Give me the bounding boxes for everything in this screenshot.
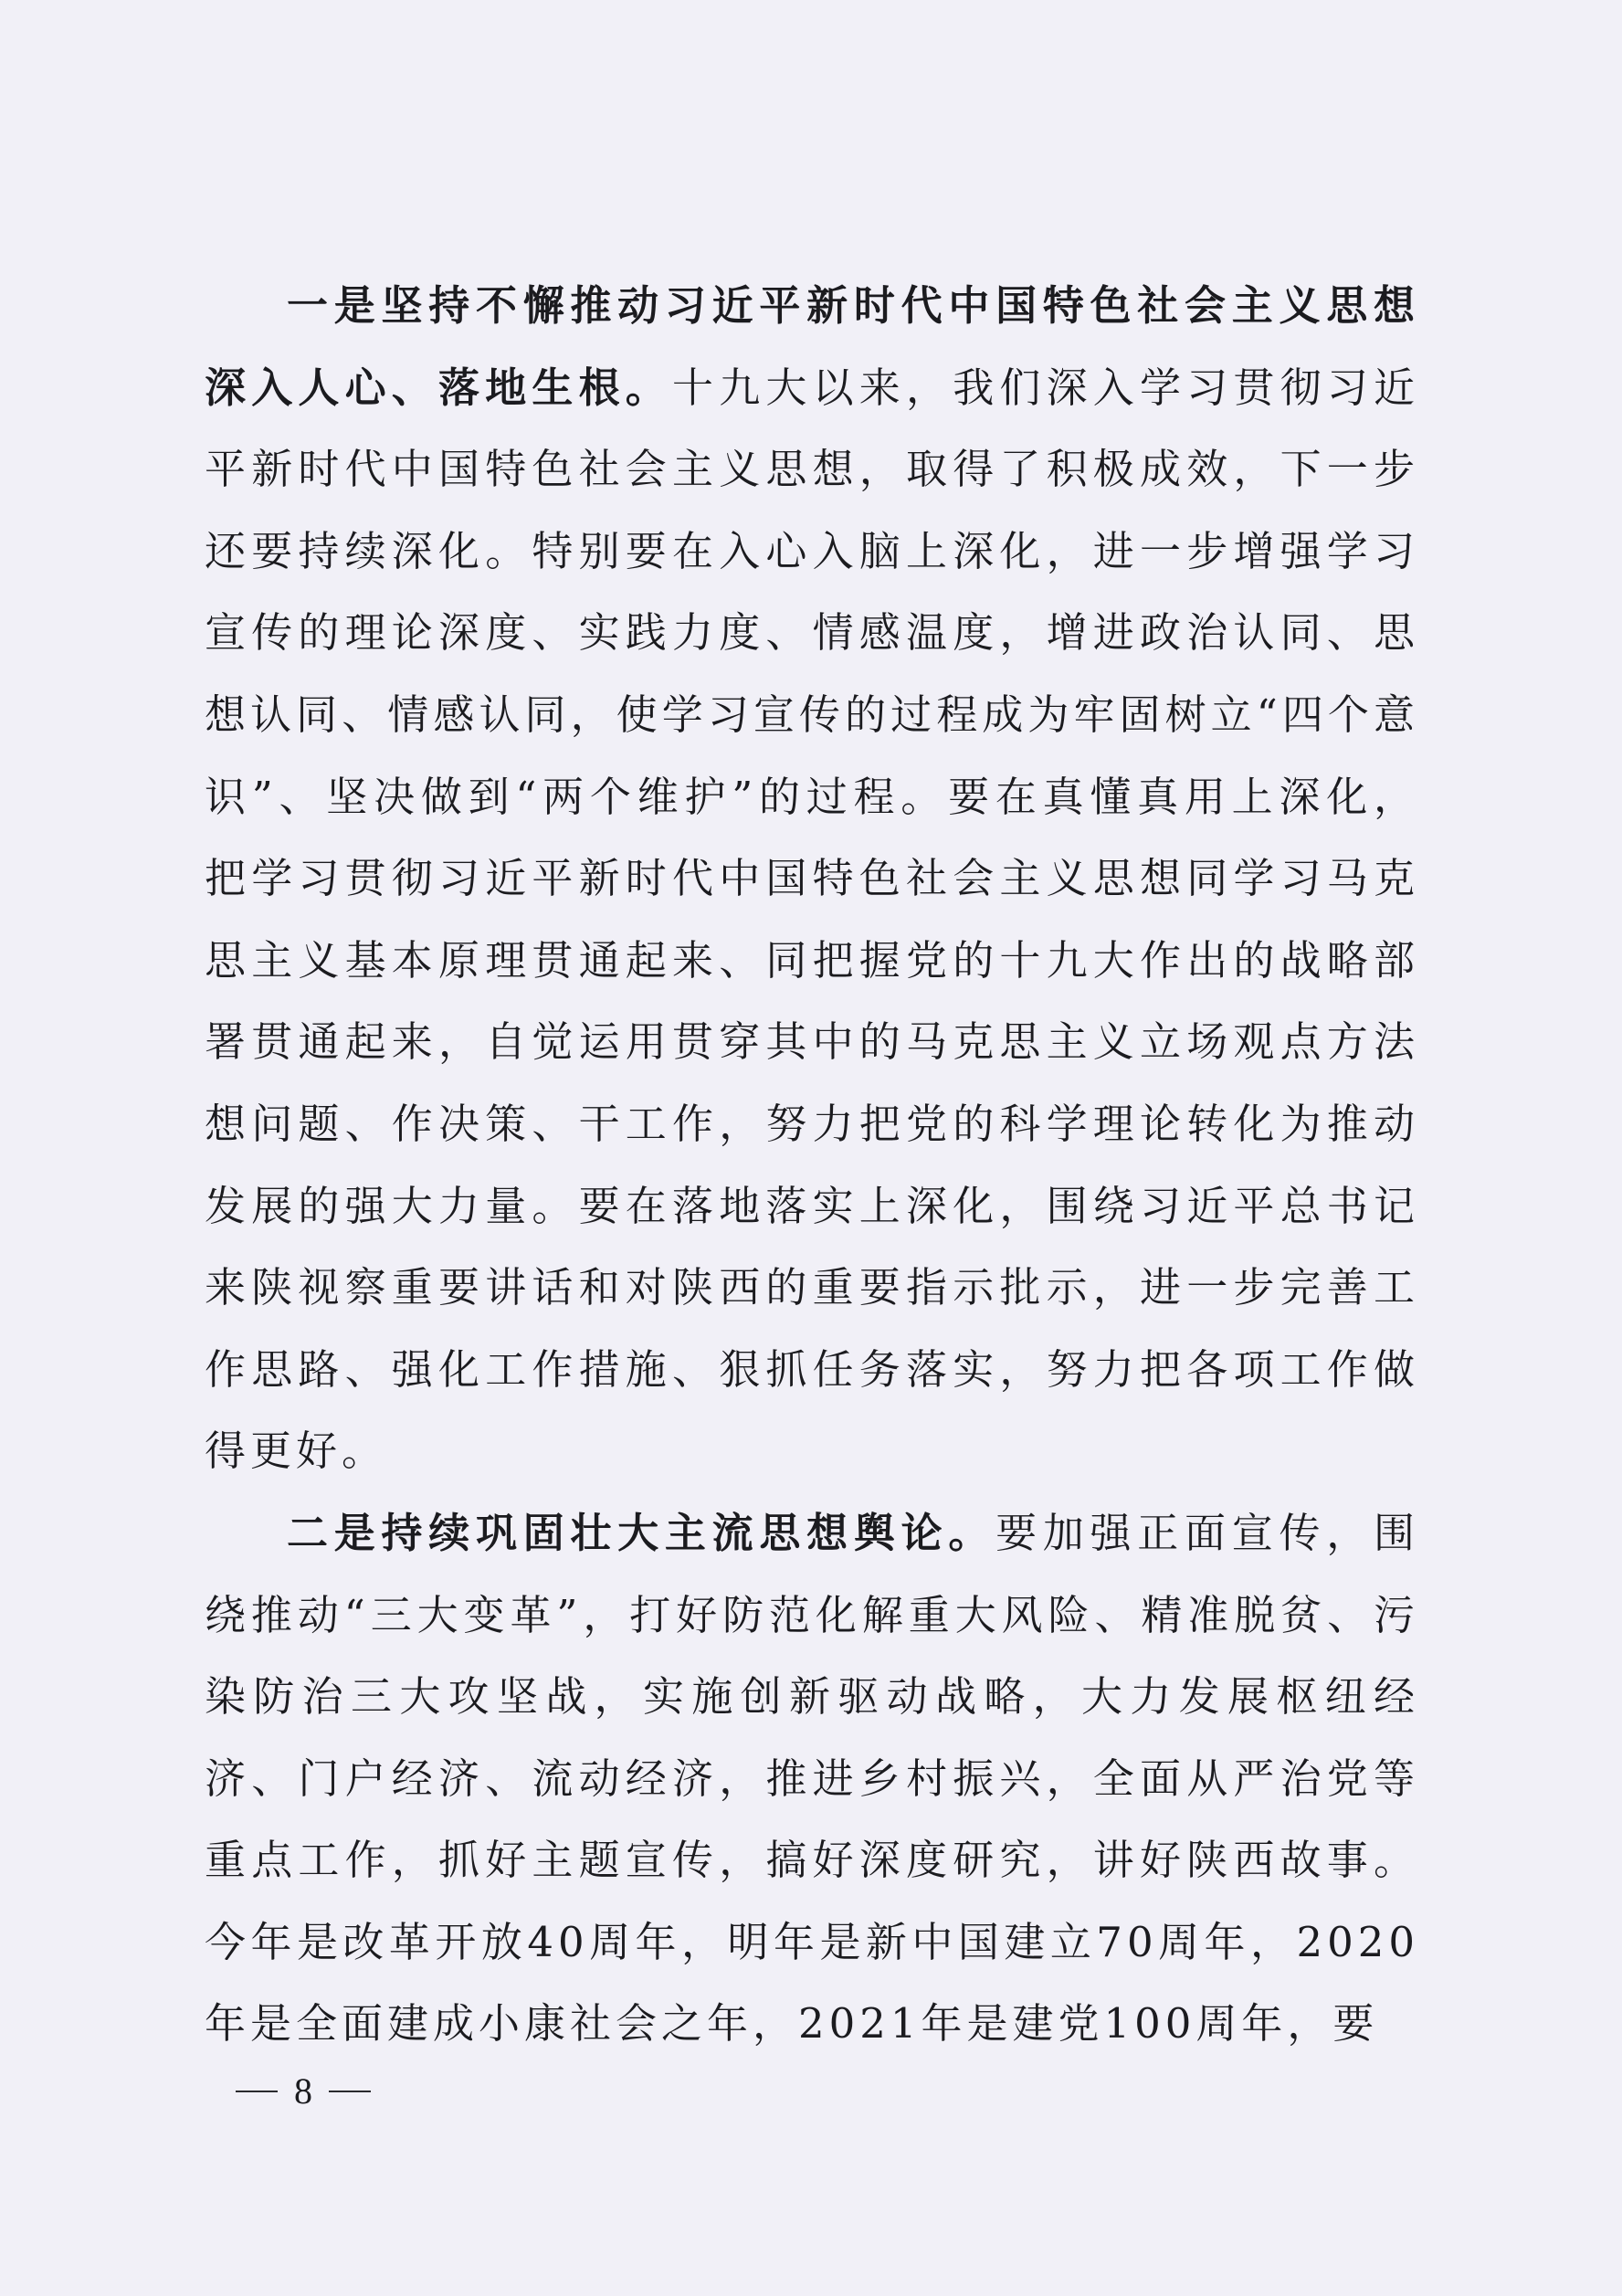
paragraph-1-body: 十九大以来，我们深入学习贯彻习近平新时代中国特色社会主义思想，取得了积极成效，下一步还要持续深化。特别要在入心入脑上深化，进一步增强学习宣传的理论深度、实践力度、情感温度，增进政治认同、思想认同、情感认同，使学习宣传的过程成为牢固树立“四个意识”、坚决做到“两个维护”的过程。要在真懂真用上深化，把学习贯彻习近平新时代中国特色社会主义思想同学习马克思主义基本原理贯通起来、同把握党的十九大作出的战略部署贯通起来，自觉运用贯穿其中的马克思主义立场观点方法想问题、作决策、干工作，努力把党的科学理论转化为推动发展的强大力量。要在落地落实上深化，围绕习近平总书记来陕视察重要讲话和对陕西的重要指示批示，进一步完善工作思路、强化工作措施、狠抓任务落实，努力把各项工作做得更好。 (205, 363, 1419, 1476)
footer-dash-left (236, 2091, 278, 2092)
paragraph-2-body: 要加强正面宣传，围绕推动“三大变革”，打好防范化解重大风险、精准脱贫、污染防治三大攻坚战，实施创新驱动战略，大力发展枢纽经济、门户经济、流动经济，推进乡村振兴，全面从严治党等重点工作，抓好主题宣传，搞好深度研究，讲好陕西故事。今年是改革开放40周年，明年是新中国建立70周年，2020年是全面建成小康社会之年，2021年是建党100周年，要 (205, 1508, 1419, 2048)
paragraph-2 (205, 1492, 1419, 2065)
body-text (205, 265, 1419, 2065)
page-footer (236, 2069, 400, 2114)
footer-dash-right (329, 2091, 371, 2092)
paragraph-1 (205, 265, 1419, 1492)
paragraph-2-heading: 二是持续巩固壮大主流思想舆论。 (287, 1508, 996, 1557)
page-number: 8 (294, 2070, 312, 2112)
paragraph-1-heading: 一是坚持不懈推动习近平新时代中国特色社会主义思想深入人心、落地生根。 (205, 281, 1419, 412)
